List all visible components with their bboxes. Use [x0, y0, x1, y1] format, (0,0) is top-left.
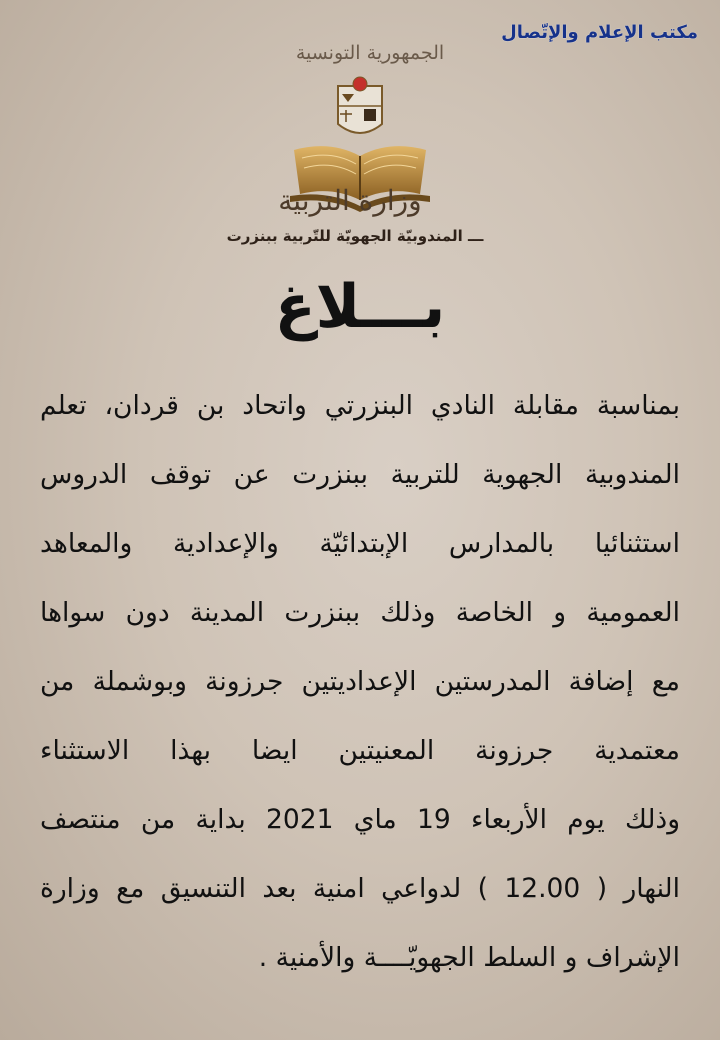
body-line: معتمدية جرزونة المعنيتين ايضا بهذا الاستثناء — [40, 735, 680, 766]
notice-title: بـــلاغ — [274, 272, 446, 342]
regional-delegation: ـــ المندوبيّة الجهويّة للتّربية ببنزرت — [226, 227, 484, 245]
body-line: النهار ( 12.00 ) لدواعي امنية بعد التنسيق مع وزارة — [40, 873, 680, 904]
body-line: استثنائيا بالمدارس الإبتدائيّة والإعدادية والمعاهد — [40, 528, 680, 559]
body-line: وذلك يوم الأربعاء 19 ماي 2021 بداية من منتصف — [40, 804, 681, 835]
ministry-name: وزارة التربية — [278, 184, 422, 217]
body-line: الإشراف و السلط الجهويّــــة والأمنية . — [258, 942, 680, 973]
body-line: مع إضافة المدرستين الإعداديتين جرزونة وبوشملة من — [40, 666, 680, 697]
body-line: بمناسبة مقابلة النادي البنزرتي واتحاد بن قردان، تعلم — [40, 390, 680, 421]
republic-name: الجمهورية التونسية — [295, 42, 445, 64]
notice-body — [40, 388, 680, 1009]
corner-label: مكتب الإعلام والإتّصال — [501, 22, 698, 43]
body-line: المندوبية الجهوية للتربية ببنزرت عن توقف الدروس — [40, 459, 680, 490]
body-line: العمومية و الخاصة وذلك ببنزرت المدينة دون سواها — [40, 597, 680, 628]
letterhead — [180, 34, 560, 254]
